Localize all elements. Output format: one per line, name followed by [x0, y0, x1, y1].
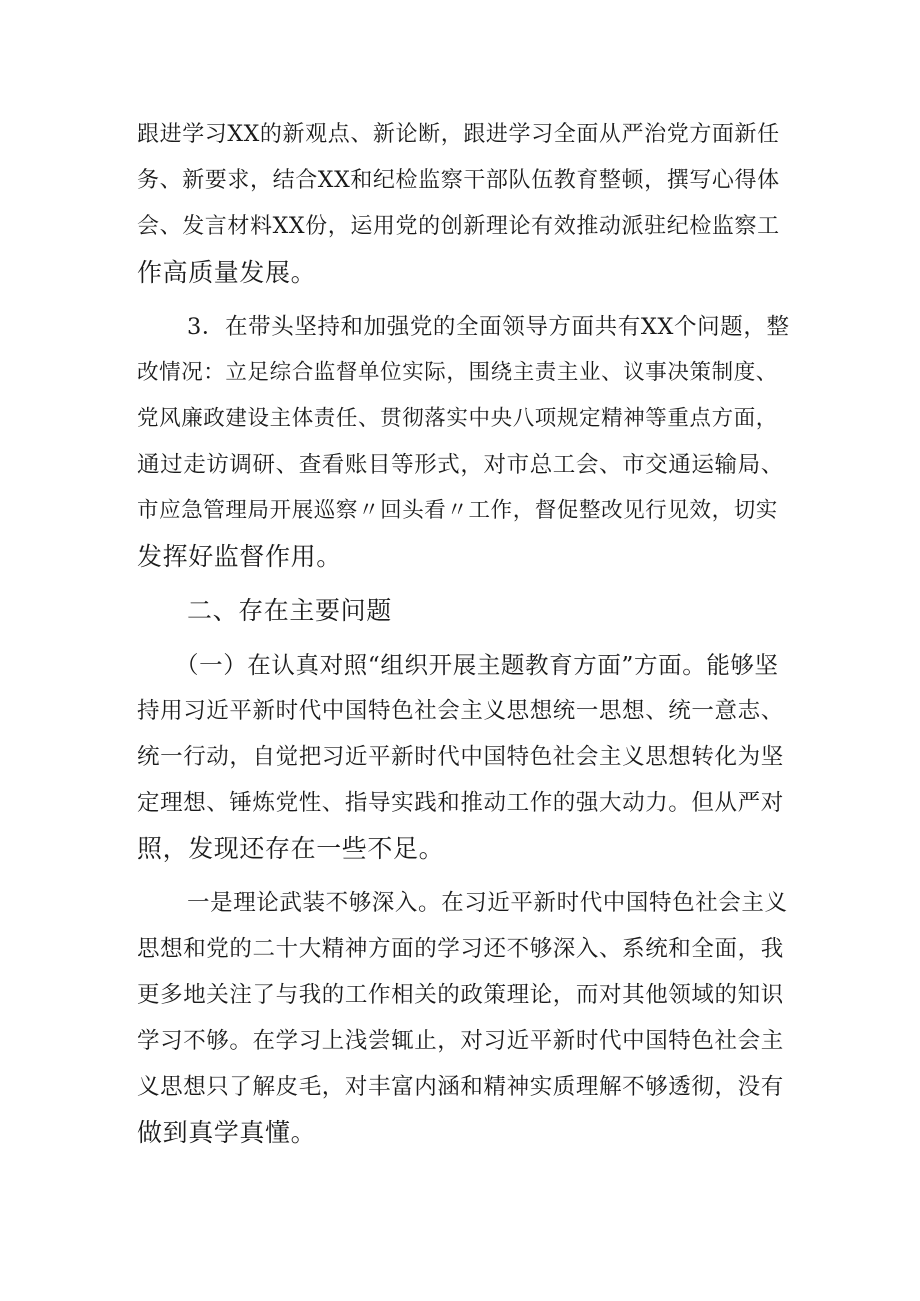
paragraph-study-continuation-line-4: 作高质量发展。: [137, 258, 317, 287]
paragraph-theory-armament-line-6: 做到真学真懂。: [137, 1118, 317, 1147]
paragraph-study-continuation-line-3: 会、发言材料XX份，运用党的创新理论有效推动派驻纪检监察工: [137, 214, 780, 239]
paragraph-subsection-1-line-4: 定理想、锤炼党性、指导实践和推动工作的强大动力。但从严对: [137, 790, 784, 816]
paragraph-study-continuation-line-2: 务、新要求，结合XX和纪检监察干部队伍教育整顿，撰写心得体: [137, 168, 780, 193]
paragraph-subsection-1-line-2: 持用习近平新时代中国特色社会主义思想统一思想、统一意志、: [137, 698, 784, 724]
paragraph-theory-armament-line-2: 思想和党的二十大精神方面的学习还不够深入、系统和全面，我: [137, 936, 784, 962]
paragraph-theory-armament-line-4: 学习不够。在学习上浅尝辄止，对习近平新时代中国特色社会主: [137, 1028, 784, 1054]
paragraph-item-3-line-5: 市应急管理局开展巡察〃回头看〃工作，督促整改见行见效，切实: [137, 498, 778, 523]
paragraph-subsection-1-line-1: （一）在认真对照“组织开展主题教育方面”方面。能够坚: [175, 651, 779, 679]
paragraph-theory-armament-line-3: 更多地关注了与我的工作相关的政策理论，而对其他领域的知识: [137, 982, 784, 1008]
paragraph-item-3-line-3: 党风廉政建设主体责任、贯彻落实中央八项规定精神等重点方面，: [137, 406, 778, 431]
paragraph-subsection-1-line-3: 统一行动，自觉把习近平新时代中国特色社会主义思想转化为坚: [137, 744, 784, 770]
paragraph-item-3-line-2: 改情况：立足综合监督单位实际，围绕主责主业、议事决策制度、: [137, 360, 778, 385]
section-heading-main-problems: 二、存在主要问题: [187, 596, 392, 625]
paragraph-item-3-line-6: 发挥好监督作用。: [137, 542, 342, 571]
paragraph-theory-armament-line-1: 一是理论武装不够深入。在习近平新时代中国特色社会主义: [187, 890, 788, 916]
paragraph-subsection-1-line-5: 照，发现还存在一些不足。: [137, 834, 445, 863]
paragraph-item-3-line-1: 3．在带头坚持和加强党的全面领导方面共有XX个问题，整: [187, 314, 790, 340]
paragraph-study-continuation-line-1: 跟进学习XX的新观点、新论断，跟进学习全面从严治党方面新任: [137, 122, 780, 147]
paragraph-item-3-line-4: 通过走访调研、查看账目等形式，对市总工会、市交通运输局、: [137, 452, 784, 478]
paragraph-theory-armament-line-5: 义思想只了解皮毛，对丰富内涵和精神实质理解不够透彻，没有: [137, 1074, 784, 1100]
